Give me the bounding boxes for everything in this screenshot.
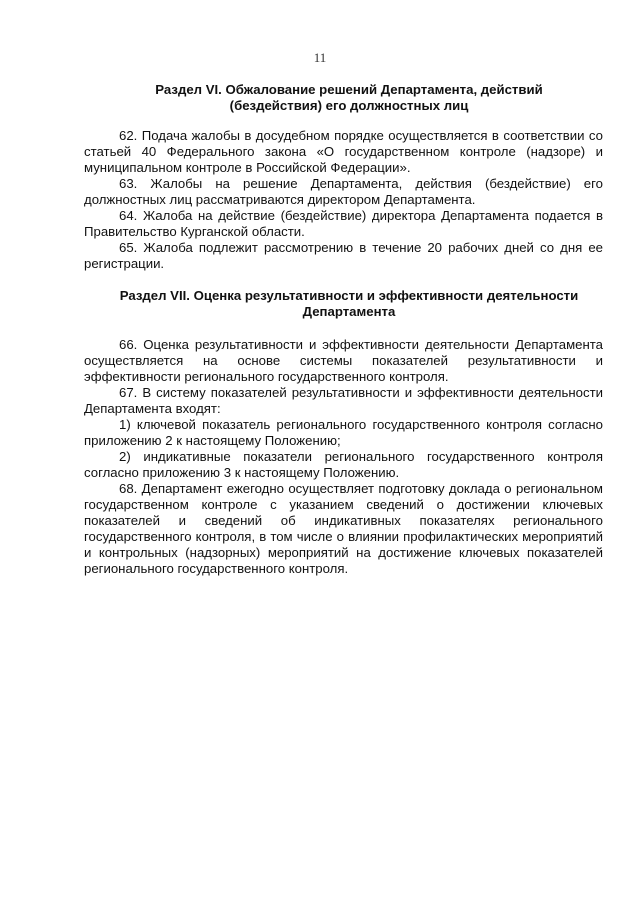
- paragraph-67: 67. В систему показателей результативности и эффективности деятельности Департамента входят:: [84, 385, 603, 416]
- paragraph-64: 64. Жалоба на действие (бездействие) директора Департамента подается в Правительство Курганской области.: [84, 208, 603, 239]
- page-number: 11: [313, 50, 327, 65]
- paragraph-68: 68. Департамент ежегодно осуществляет подготовку доклада о региональном государственном контроле с указанием сведений о достижении ключевых показателей и сведений об индикативных показателях регионального государственного контроля, в том числе о влиянии профилактических мероприятий и контрольных (надзорных) мероприятий на достижение ключевых показателей регионального государственного контроля.: [84, 481, 603, 576]
- paragraph-65: 65. Жалоба подлежит рассмотрению в течение 20 рабочих дней со дня ее регистрации.: [84, 240, 603, 271]
- paragraph-63: 63. Жалобы на решение Департамента, действия (бездействие) его должностных лиц рассматриваются директором Департамента.: [84, 176, 603, 207]
- section-7-heading-line-2: Департамента: [302, 304, 396, 319]
- paragraph-66: 66. Оценка результативности и эффективности деятельности Департамента осуществляется на основе системы показателей результативности и эффективности регионального государственного контроля.: [84, 337, 603, 384]
- paragraph-62: 62. Подача жалобы в досудебном порядке осуществляется в соответствии со статьей 40 Федерального закона «О государственном контроле (надзоре) и муниципальном контроле в Российской Федерации».: [84, 128, 603, 175]
- section-7-heading-line-1: Раздел VII. Оценка результативности и эффективности деятельности: [119, 288, 579, 303]
- section-6-heading: [84, 82, 614, 114]
- section-6-heading-line-1: Раздел VI. Обжалование решений Департамента, действий: [155, 82, 543, 97]
- paragraph-67-item-1: 1) ключевой показатель регионального государственного контроля согласно приложению 2 к настоящему Положению;: [84, 417, 603, 448]
- section-6-heading-line-2: (бездействия) его должностных лиц: [229, 98, 469, 113]
- paragraph-67-item-2: 2) индикативные показатели регионального государственного контроля согласно приложению 3 к настоящему Положению.: [84, 449, 603, 480]
- section-7-heading: [84, 288, 614, 320]
